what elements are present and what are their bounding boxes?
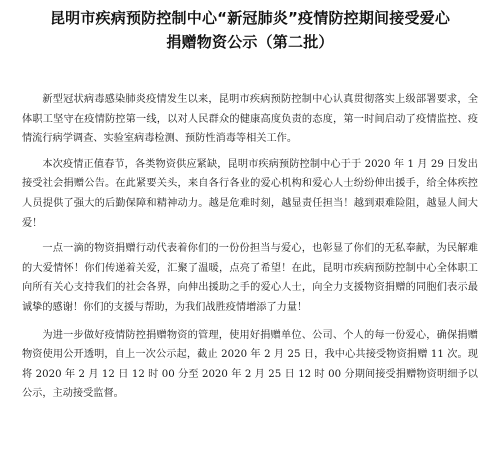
title-line-1: 昆明市疾病预防控制中心“新冠肺炎”疫情防控期间接受爱心 xyxy=(49,9,451,27)
paragraph-publicity: 为进一步做好疫情防控捐赠物资的管理，使用好捐赠单位、公司、个人的每一份爱心，确保捐赠物资使用公开透明，自上一次公示起，截止 2020 年 2 月 25 日，我中心共接受物资捐赠 11 次。现将 2020 年 2 月 12 日 12 时 00 分至 2020 年 2 月 25 日 12 时 00 分期间接受捐赠物资明细予以公示，主动接受监督。 xyxy=(22,329,478,400)
paragraph-donation-call: 本次疫情正值春节，各类物资供应紧缺，昆明市疾病预防控制中心于于 2020 年 1 月 29 日发出接受社会捐赠公告。在此紧要关头，来自各行各业的爱心机构和爱心人士纷纷伸出援手，给全体疾控人员提供了强大的后勤保障和精神动力。越是危难时刻，越显责任担当！越到艰难险阻，越显人间大爱！ xyxy=(22,158,478,229)
paragraph-intro: 新型冠状病毒感染肺炎疫情发生以来，昆明市疾病预防控制中心认真贯彻落实上级部署要求，全体职工坚守在疫情防控第一线，以对人民群众的健康高度负责的态度，第一时间启动了疫情监控、疫情流行病学调查、实验室病毒检测、预防性消毒等相关工作。 xyxy=(22,94,478,145)
title-line-2: 捐赠物资公示（第二批） xyxy=(166,33,334,51)
paragraph-thanks: 一点一滴的物资捐赠行动代表着你们的一份份担当与爱心，也彰显了你们的无私奉献，为民解难的大爱情怀！你们传递着关爱，汇聚了温暖，点亮了希望！在此，昆明市疾病预防控制中心全体职工向所有关心支持我们的社会各界，向伸出援助之手的爱心人士，向全力支援物资捐赠的同胞们表示最诚挚的感谢！你们的支援与帮助，为我们战胜疫情增添了力量！ xyxy=(22,243,478,313)
page-title xyxy=(22,6,478,54)
announcement-body xyxy=(22,90,478,404)
